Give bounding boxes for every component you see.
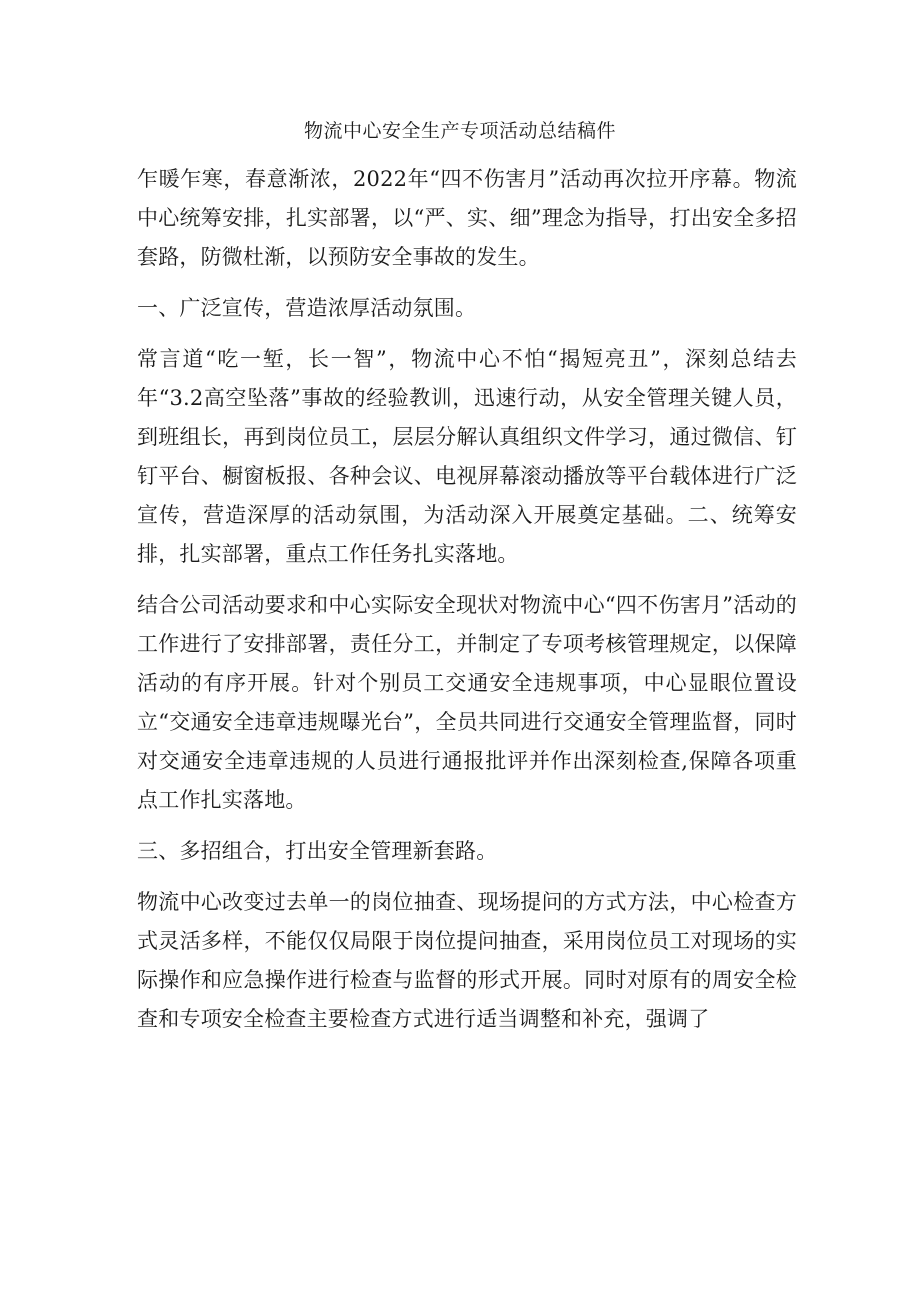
paragraph-intro: 乍暖乍寒，春意渐浓，2022年“四不伤害月”活动再次拉开序幕。物流中心统筹安排，扎实部署，以“严、实、细”理念为指导，打出安全多招套路，防微杜渐，以预防安全事故的发生。 — [137, 167, 797, 269]
section-heading-1: 一、广泛宣传，营造浓厚活动氛围。 — [137, 296, 477, 320]
paragraph-deployment: 结合公司活动要求和中心实际安全现状对物流中心“四不伤害月”活动的工作进行了安排部署，责任分工，并制定了专项考核管理规定，以保障活动的有序开展。针对个别员工交通安全违规事项，中心显眼位置设立“交通安全违章违规曝光台”，全员共同进行交通安全管理监督，同时对交通安全违章违规的人员进行通报批评并作出深刻检查,保障各项重点工作扎实落地。 — [137, 593, 797, 812]
document-body — [137, 160, 797, 1051]
section-heading-3: 三、多招组合，打出安全管理新套路。 — [137, 839, 498, 863]
paragraph-publicity: 常言道“吃一堑，长一智”，物流中心不怕“揭短亮丑”，深刻总结去年“3.2高空坠落”事故的经验教训，迅速行动，从安全管理关键人员，到班组长，再到岗位员工，层层分解认真组织文件学习，通过微信、钉钉平台、橱窗板报、各种会议、电视屏幕滚动播放等平台载体进行广泛宣传，营造深厚的活动氛围，为活动深入开展奠定基础。二、统筹安排，扎实部署，重点工作任务扎实落地。 — [137, 347, 797, 566]
document-title: 物流中心安全生产专项活动总结稿件 — [303, 120, 616, 142]
paragraph-inspection: 物流中心改变过去单一的岗位抽查、现场提问的方式方法，中心检查方式灵活多样，不能仅仅局限于岗位提问抽查，采用岗位员工对现场的实际操作和应急操作进行检查与监督的形式开展。同时对原有的周安全检查和专项安全检查主要检查方式进行适当调整和补充，强调了 — [137, 890, 797, 1031]
